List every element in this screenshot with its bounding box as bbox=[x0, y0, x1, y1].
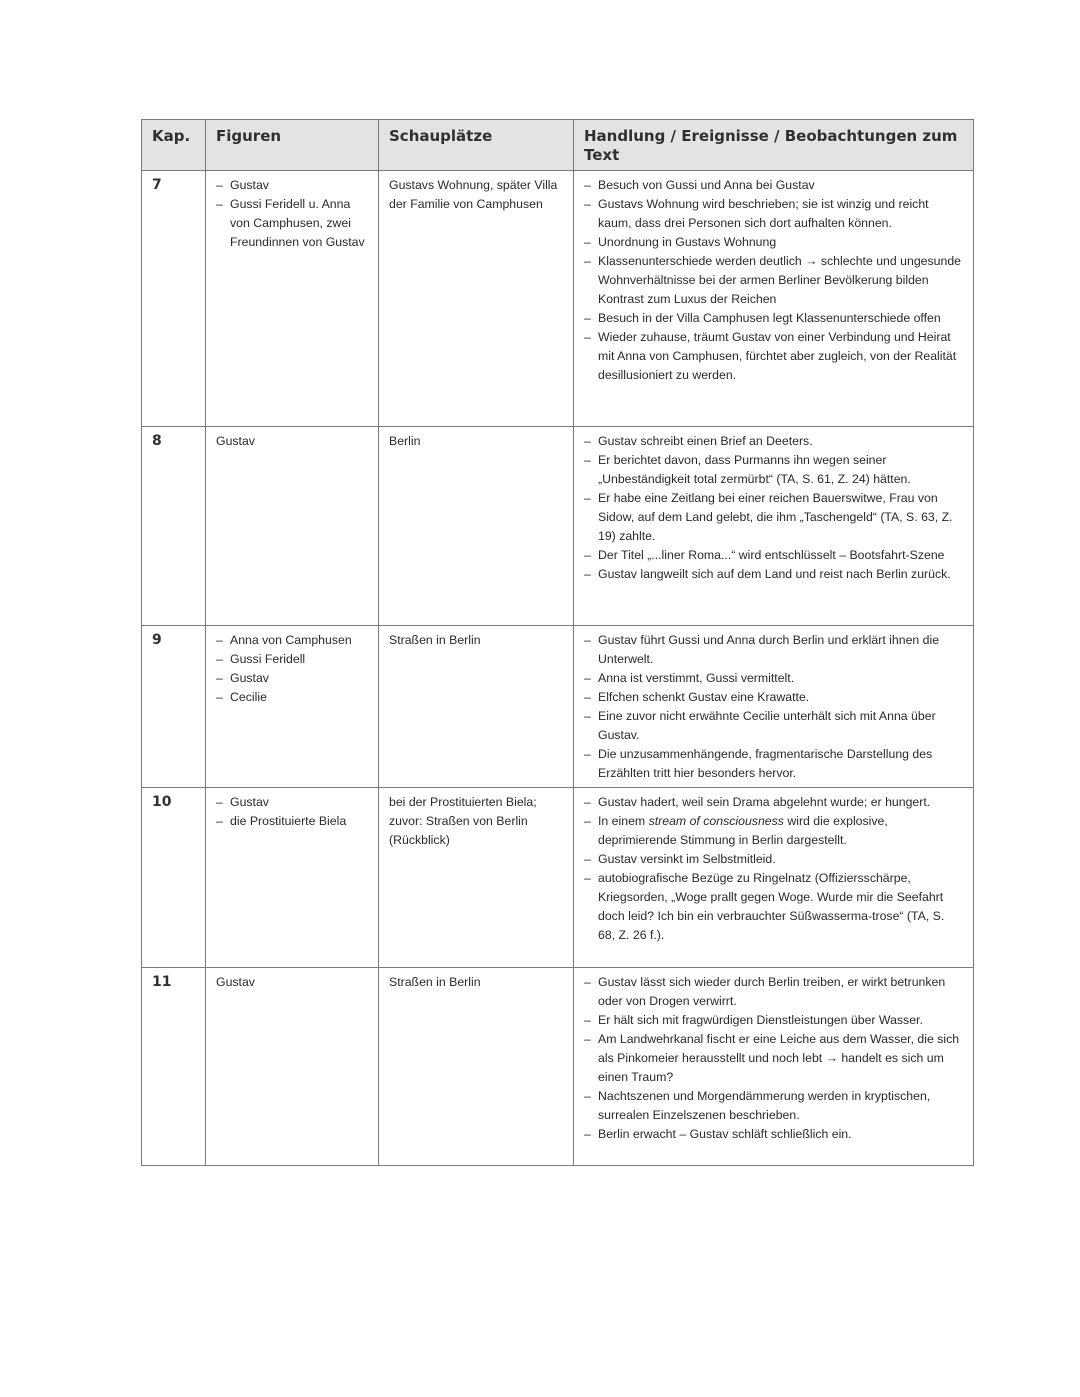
table-row bbox=[142, 427, 974, 626]
table-header-row bbox=[142, 120, 974, 171]
table-row bbox=[142, 788, 974, 968]
list-item: – Cecilie bbox=[216, 688, 368, 707]
table-row bbox=[142, 968, 974, 1166]
list-item: – die Prostituierte Biela bbox=[216, 812, 368, 831]
list-item: – Berlin erwacht – Gustav schläft schließlich ein. bbox=[584, 1125, 963, 1144]
handlung-cell bbox=[574, 788, 974, 968]
list-item: – Gustav bbox=[216, 793, 368, 812]
list-item: – Er habe eine Zeitlang bei einer reichen Bauerswitwe, Frau von Sidow, auf dem Land gelebt, die ihm „Taschengeld“ (TA, S. 63, Z. 19) zahlte. bbox=[584, 489, 963, 546]
handlung-cell bbox=[574, 427, 974, 626]
list-item: – Gustav führt Gussi und Anna durch Berlin und erklärt ihnen die Unterwelt. bbox=[584, 631, 963, 669]
list-item: – Gustav bbox=[216, 669, 368, 688]
handlung-cell bbox=[574, 171, 974, 427]
list-item: – Eine zuvor nicht erwähnte Cecilie unterhält sich mit Anna über Gustav. bbox=[584, 707, 963, 745]
list-item: – Nachtszenen und Morgendämmerung werden in kryptischen, surrealen Einzelszenen beschrieben. bbox=[584, 1087, 963, 1125]
list-item: – Gustav versinkt im Selbstmitleid. bbox=[584, 850, 963, 869]
chapter-overview-table bbox=[141, 119, 974, 1166]
list-item: – Der Titel „...liner Roma...“ wird entschlüsselt – Bootsfahrt-Szene bbox=[584, 546, 963, 565]
list-item: – Gustav langweilt sich auf dem Land und reist nach Berlin zurück. bbox=[584, 565, 963, 584]
list-item: – Gustavs Wohnung wird beschrieben; sie ist winzig und reicht kaum, dass drei Personen sich dort aufhalten können. bbox=[584, 195, 963, 233]
chapter-number: 11 bbox=[142, 968, 206, 1166]
list-item: – Besuch in der Villa Camphusen legt Klassenunterschiede offen bbox=[584, 309, 963, 328]
schauplaetze-cell: Berlin bbox=[379, 427, 574, 626]
figuren-cell bbox=[206, 171, 379, 427]
handlung-cell bbox=[574, 968, 974, 1166]
list-item: – Anna von Camphusen bbox=[216, 631, 368, 650]
schauplaetze-cell: Straßen in Berlin bbox=[379, 968, 574, 1166]
list-item: – Gustav hadert, weil sein Drama abgelehnt wurde; er hungert. bbox=[584, 793, 963, 812]
header-handlung: Handlung / Ereignisse / Beobachtungen zum Text bbox=[574, 120, 974, 171]
chapter-number: 9 bbox=[142, 626, 206, 788]
list-item: – Gustav schreibt einen Brief an Deeters. bbox=[584, 432, 963, 451]
italic-term: stream of consciousness bbox=[648, 814, 784, 828]
list-item: – Anna ist verstimmt, Gussi vermittelt. bbox=[584, 669, 963, 688]
handlung-cell bbox=[574, 626, 974, 788]
figuren-cell bbox=[206, 626, 379, 788]
header-kap: Kap. bbox=[142, 120, 206, 171]
figuren-cell: Gustav bbox=[206, 427, 379, 626]
list-item: – Die unzusammenhängende, fragmentarische Darstellung des Erzählten tritt hier besonders hervor. bbox=[584, 745, 963, 783]
chapter-number: 7 bbox=[142, 171, 206, 427]
schauplaetze-cell: bei der Prostituierten Biela; zuvor: Straßen von Berlin (Rückblick) bbox=[379, 788, 574, 968]
figuren-cell bbox=[206, 788, 379, 968]
list-item: – Gussi Feridell u. Anna von Camphusen, zwei Freundinnen von Gustav bbox=[216, 195, 368, 252]
list-item: – autobiografische Bezüge zu Ringelnatz (Offiziersschärpe, Kriegsorden, „Woge prallt gegen Woge. Wurde mir die Seefahrt doch leid? Ich bin ein verbrauchter Süßwasserma-trose“ (TA, S. 68, Z. 26 f.). bbox=[584, 869, 963, 945]
list-item: – Besuch von Gussi und Anna bei Gustav bbox=[584, 176, 963, 195]
list-item: – Gustav bbox=[216, 176, 368, 195]
header-schauplaetze: Schauplätze bbox=[379, 120, 574, 171]
list-item bbox=[584, 812, 963, 850]
list-item: – Unordnung in Gustavs Wohnung bbox=[584, 233, 963, 252]
text-segment: In einem bbox=[598, 814, 649, 828]
list-item: – Er berichtet davon, dass Purmanns ihn wegen seiner „Unbeständigkeit total zermürbt“ (TA, S. 61, Z. 24) hätten. bbox=[584, 451, 963, 489]
list-item: – Gustav lässt sich wieder durch Berlin treiben, er wirkt betrunken oder von Drogen verwirrt. bbox=[584, 973, 963, 1011]
list-item: – Wieder zuhause, träumt Gustav von einer Verbindung und Heirat mit Anna von Camphusen, fürchtet aber zugleich, von der Realität desillusioniert zu werden. bbox=[584, 328, 963, 385]
list-item: – Gussi Feridell bbox=[216, 650, 368, 669]
chapter-number: 8 bbox=[142, 427, 206, 626]
text-segment: wird die explosive, deprimierende Stimmung in Berlin dargestellt. bbox=[598, 814, 888, 847]
table-row bbox=[142, 171, 974, 427]
schauplaetze-cell: Gustavs Wohnung, später Villa der Familie von Camphusen bbox=[379, 171, 574, 427]
chapter-number: 10 bbox=[142, 788, 206, 968]
schauplaetze-cell: Straßen in Berlin bbox=[379, 626, 574, 788]
list-item: – Klassenunterschiede werden deutlich → schlechte und ungesunde Wohnverhältnisse bei der armen Berliner Bevölkerung bilden Kontrast zum Luxus der Reichen bbox=[584, 252, 963, 309]
table-row bbox=[142, 626, 974, 788]
list-item: – Er hält sich mit fragwürdigen Dienstleistungen über Wasser. bbox=[584, 1011, 963, 1030]
header-figuren: Figuren bbox=[206, 120, 379, 171]
figuren-cell: Gustav bbox=[206, 968, 379, 1166]
list-item: – Elfchen schenkt Gustav eine Krawatte. bbox=[584, 688, 963, 707]
list-item: – Am Landwehrkanal fischt er eine Leiche aus dem Wasser, die sich als Pinkomeier herausstellt und noch lebt → handelt es sich um einen Traum? bbox=[584, 1030, 963, 1087]
